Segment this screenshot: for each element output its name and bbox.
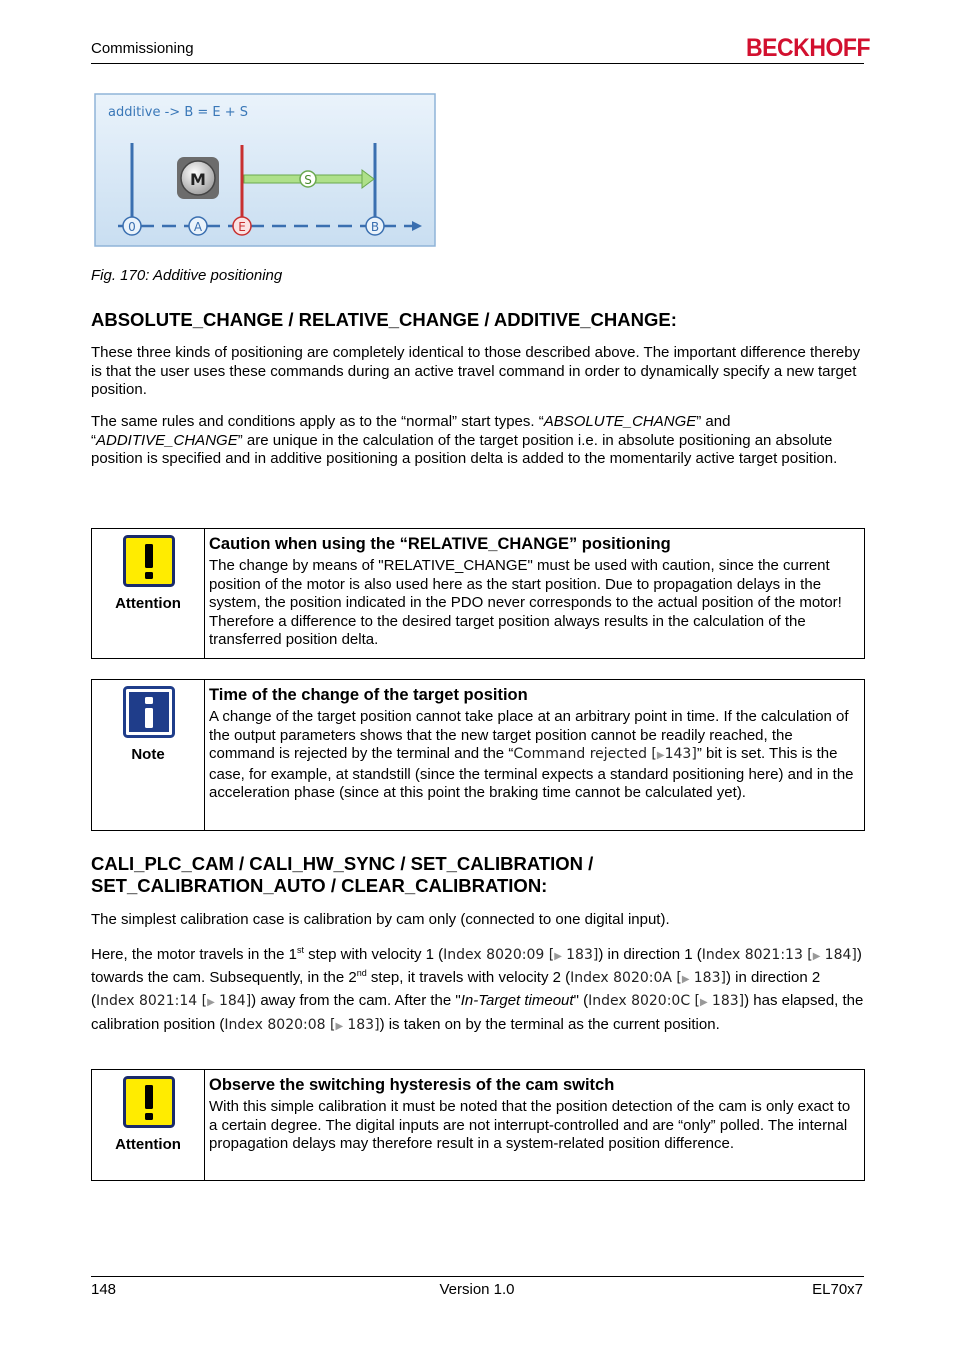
box-text: The change by means of "RELATIVE_CHANGE" must be used with caution, since the current position of the motor is also used here as the start position. Due to propagation delays in the system, the position indicated in the PDO never corresponds to the actual position of the motor! Therefore a difference to the desired target position always results in the calculation of the transferred position delta. xyxy=(209,557,842,649)
box-text: A change of the target position cannot take place at an arbitrary point in time. If the calculation of the output parameters shows that the new target position cannot be readily reached, the command is rejected by the terminal and the “Command rejected [▶143]” bit is set. This is the case, for example, at standstill (since the terminal expects a standard positioning here) and in the acceleration phase (since at this point the braking time cannot be calculated yet). xyxy=(209,708,854,802)
svg-text:0: 0 xyxy=(128,220,136,234)
box-title: Caution when using the “RELATIVE_CHANGE” positioning xyxy=(209,535,671,553)
note-label: Note xyxy=(131,746,165,763)
link-arrow-icon: ▶ xyxy=(812,951,821,962)
page-header-section: Commissioning xyxy=(91,40,194,57)
product-name: EL70x7 xyxy=(812,1281,863,1298)
svg-text:E: E xyxy=(238,220,246,234)
beckhoff-logo: BECKHOFF xyxy=(746,34,871,62)
figure-caption: Fig. 170: Additive positioning xyxy=(91,267,283,284)
section2-paragraph-2: Here, the motor travels in the 1st step with velocity 1 (Index 8020:09 [▶ 183]) in direction 1 (Index 8021:13 [▶ 184]) towards the cam. Subsequently, in the 2nd step, it travels with velocity 2 (Index 8020:0A [▶ 183]) in direction 2 (Index 8021:14 [▶ 184]) away from the cam. After the "In-Target timeout" (Index 8020:0C [▶ 183]) has elapsed, the calibration position (Index 8020:08 [▶ 183]) is taken on by the terminal as the current position. xyxy=(91,945,864,1033)
warning-exclamation-icon xyxy=(123,535,175,587)
box-title: Time of the change of the target position xyxy=(209,686,528,704)
box-title: Observe the switching hysteresis of the cam switch xyxy=(209,1076,615,1094)
link-arrow-icon: ▶ xyxy=(700,997,708,1009)
index-link[interactable]: Index 8021:13 xyxy=(701,947,803,963)
document-version: Version 1.0 xyxy=(439,1281,515,1298)
info-icon xyxy=(123,686,175,738)
box-text: With this simple calibration it must be noted that the position detection of the cam is only exact to a certain degree. The digital inputs are not interrupt-controlled and are “only” polled. The internal propagation delays may therefore result in a system-related position difference. xyxy=(209,1098,851,1153)
figure-title: additive -> B = E + S xyxy=(108,105,249,120)
section2-paragraph-1: The simplest calibration case is calibration by cam only (connected to one digital input). xyxy=(91,911,670,928)
link-arrow-icon: ▶ xyxy=(656,750,665,762)
attention-box-hysteresis xyxy=(91,1069,865,1181)
index-link[interactable]: Index 8020:0A xyxy=(570,970,672,987)
warning-exclamation-icon xyxy=(123,1076,175,1128)
index-link[interactable]: Index 8020:09 xyxy=(443,947,545,963)
motor-label: M xyxy=(190,170,206,189)
link-arrow-icon: ▶ xyxy=(681,974,690,986)
attention-label: Attention xyxy=(115,1136,181,1153)
link-arrow-icon: ▶ xyxy=(207,997,215,1009)
section1-paragraph-2: The same rules and conditions apply as to the “normal” start types. “ABSOLUTE_CHANGE” and “ADDITIVE_CHANGE” are unique in the calculation of the target position i.e. in absolute positioning an absolute position is specified and in additive positioning a position delta is added to the momentarily active target position. xyxy=(91,413,838,468)
s-label: S xyxy=(304,173,312,187)
index-link[interactable]: Index 8021:14 xyxy=(96,993,198,1010)
svg-text:B: B xyxy=(370,220,380,234)
attention-box-relative-change xyxy=(91,528,865,659)
attention-label: Attention xyxy=(115,595,181,612)
header-divider xyxy=(91,63,864,64)
svg-text:A: A xyxy=(193,220,203,234)
index-link[interactable]: Index 8020:0C xyxy=(588,993,691,1010)
section-heading-change: ABSOLUTE_CHANGE / RELATIVE_CHANGE / ADDITIVE_CHANGE: xyxy=(91,309,677,330)
page-number: 148 xyxy=(91,1281,117,1298)
footer-divider xyxy=(91,1276,864,1277)
command-rejected-link[interactable]: Command rejected xyxy=(513,746,647,763)
link-arrow-icon: ▶ xyxy=(554,951,562,962)
section1-paragraph-1: These three kinds of positioning are completely identical to those described above. The important difference thereby is that the user uses these commands during an active travel command in order to dynamically specify a new target position. xyxy=(91,344,861,399)
note-box-target-change xyxy=(91,679,865,831)
link-arrow-icon: ▶ xyxy=(335,1020,344,1032)
index-link[interactable]: Index 8020:08 xyxy=(224,1016,326,1033)
section-heading-calibration: CALI_PLC_CAM / CALI_HW_SYNC / SET_CALIBRATION / SET_CALIBRATION_AUTO / CLEAR_CALIBRATION: xyxy=(91,853,594,896)
additive-positioning-figure xyxy=(94,93,436,247)
